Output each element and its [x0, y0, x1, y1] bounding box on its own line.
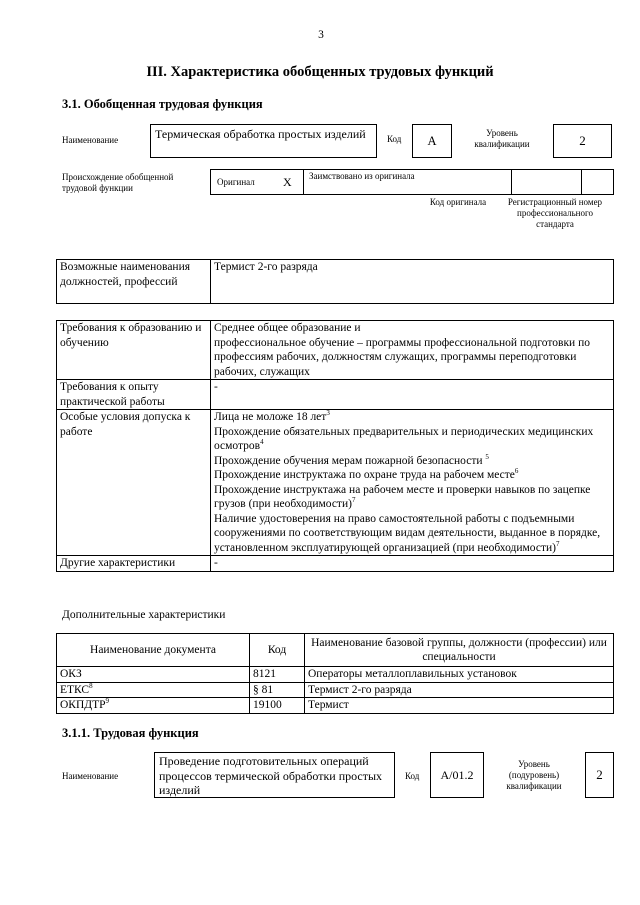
gtf-name-label: Наименование [62, 135, 119, 145]
requirement-line: Среднее общее образование и [214, 322, 361, 334]
additional-title: Дополнительные характеристики [62, 609, 226, 621]
gtf-code-value: А [412, 124, 452, 158]
additional-row: ОКЗ 8121 Операторы металлоплавильных установок [57, 667, 614, 683]
tf-level-value: 2 [585, 752, 614, 798]
condition-item: Наличие удостоверения на право самостоятельной работы с подъемными сооружениями по соответствующим видам деятельности, выданное в порядке, установленном эксплуатирующей организацией (при необходимости)$^7$ [214, 512, 601, 554]
condition-item: Лица не моложе 18 лет$^3$ [214, 409, 330, 423]
tf-level-label: Уровень (подуровень) квалификации [506, 759, 562, 791]
tf-title: 3.1.1. Трудовая функция [62, 726, 199, 740]
requirement-line: - [211, 556, 614, 572]
additional-header-code: Код [250, 634, 305, 667]
tf-name-value: Проведение подготовительных операций процессов термической обработки простых изделий [154, 752, 395, 798]
requirement-row [57, 380, 614, 410]
origin-table [210, 169, 614, 195]
gtf-level-value: 2 [553, 124, 612, 158]
tf-code-label: Код [405, 771, 420, 781]
additional-row: ОКПДТР$^9$ 19100 Термист [57, 698, 614, 714]
gtf-level-label: Уровень квалификации [474, 128, 530, 149]
origin-borrowed-label: Заимствовано из оригинала [309, 171, 415, 181]
requirement-row [57, 321, 614, 380]
tf-code-value: А/01.2 [430, 752, 484, 798]
origin-label: Происхождение обобщенной трудовой функции [62, 172, 174, 193]
condition-item: Прохождение инструктажа по охране труда на рабочем месте$^6$ [214, 467, 519, 481]
gtf-code-label: Код [387, 134, 402, 144]
tf-name-label: Наименование [62, 771, 119, 781]
requirement-line: - [211, 380, 614, 410]
requirement-label: Требования к опыту практической работы [57, 380, 211, 410]
additional-table [56, 633, 614, 714]
additional-header-doc: Наименование документа [57, 634, 250, 667]
condition-item: Прохождение инструктажа на рабочем месте и проверки навыков по зацепке грузов (при необходимости)$^7$ [214, 483, 591, 510]
condition-item: Прохождение обучения мерам пожарной безопасности $^5$ [214, 452, 489, 467]
requirement-label: Особые условия допуска к работе [57, 410, 211, 556]
requirement-line: профессиональное обучение – программы профессиональной подготовки по профессиям рабочих, должностям служащих, программы переподготовки рабочих, служащих [214, 336, 590, 378]
requirements-table [56, 320, 614, 572]
origin-original-mark: X [283, 175, 292, 189]
positions-label: Возможные наименования должностей, профессий [57, 260, 211, 304]
requirement-label: Требования к образованию и обучению [57, 321, 211, 380]
requirement-row [57, 556, 614, 572]
positions-value: Термист 2-го разряда [211, 260, 614, 304]
gtf-name-value: Термическая обработка простых изделий [150, 124, 377, 158]
additional-row: ЕТКС$^8$ § 81 Термист 2-го разряда [57, 682, 614, 698]
origin-original-label: Оригинал [217, 177, 255, 187]
requirement-row [57, 410, 614, 556]
origin-reg-number-label: Регистрационный номер профессионального стандарта [507, 197, 603, 229]
subsection-title: 3.1. Обобщенная трудовая функция [62, 97, 263, 111]
page-number: 3 [318, 29, 324, 41]
condition-item: Прохождение обязательных предварительных и периодических медицинских осмотров$^4$ [214, 425, 594, 452]
additional-header-name: Наименование базовой группы, должности (профессии) или специальности [305, 634, 614, 667]
positions-table [56, 259, 614, 304]
requirement-label: Другие характеристики [57, 556, 211, 572]
section-title: III. Характеристика обобщенных трудовых функций [146, 64, 494, 80]
origin-code-original-label: Код оригинала [429, 197, 487, 207]
